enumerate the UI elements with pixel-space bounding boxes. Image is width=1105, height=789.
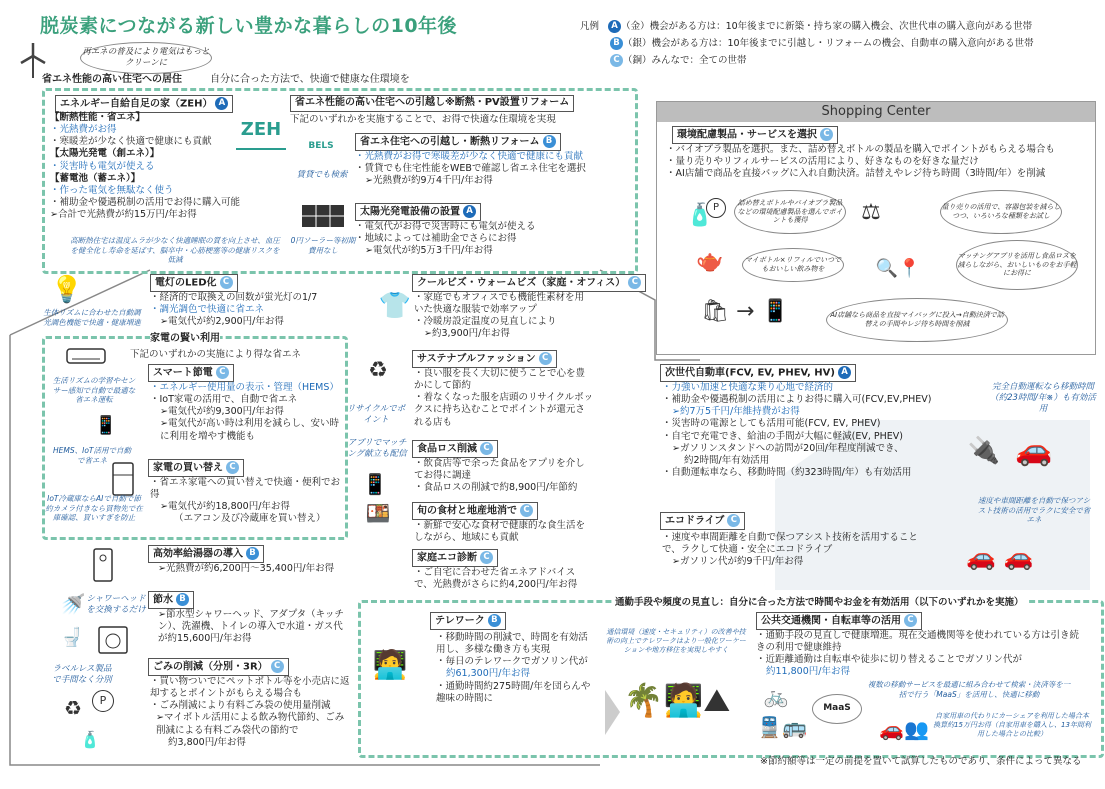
badge-bronze-icon: C	[539, 352, 552, 365]
waste-line: 約3,800円/年お得	[168, 736, 246, 748]
badge-gold-icon: A	[215, 97, 228, 110]
house-top-subheading: 自分に合った方法で、快適で健康な住環境を	[210, 74, 410, 85]
waste-line: ➢マイボトル活用による飲み物代節約、ごみ削減による有料ごみ袋代の節約で	[156, 712, 345, 736]
solar-line: ➢電気代が約5万3千円/年お得	[365, 245, 493, 257]
renewable-note: 再エネの普及により電気はもっとクリーンに	[80, 42, 212, 74]
fashion-title	[412, 350, 557, 368]
waste-body	[150, 676, 350, 749]
transit-line: ・近距離通勤は自転車や徒歩に切り替えることでガソリン代が	[756, 654, 1023, 666]
waterheater-title-text: 高効率給湯器の導入	[153, 548, 243, 560]
fashion-line: ・着なくなった服を店頭のリサイクルボックスに持ち込むことでポイントが還元される店も	[414, 392, 594, 428]
water-title-text: 節水	[153, 594, 173, 606]
car-line: ・力強い加速と快適な乗り心地で経済的	[662, 382, 834, 393]
appliance-intro: 下記のいずれかの実施により得な省エネ	[130, 349, 302, 360]
shopping-bubble-4: マッチングアプリを活用し食品ロスを減らしながら、おいしいものをお手軽にお得に	[956, 240, 1078, 290]
telework-person-icon: 🧑‍💻	[372, 648, 408, 682]
ecodrive-note: 速度や車間距離を自動で保つアシスト技術の活用でラクに安全で省エネ	[977, 496, 1091, 525]
zeh-line: ➢合計で光熱費が約15万円/年お得	[50, 209, 197, 221]
localfood-body	[414, 520, 594, 544]
solar-line: ・地域によっては補助金でさらにお得	[355, 233, 517, 245]
lamp-icon: 💡	[50, 275, 84, 306]
replace-line: （エアコン及び冷蔵庫を買い替え）	[174, 513, 326, 525]
badge-bronze-icon: C	[216, 366, 229, 379]
meal-icon: 🍱	[365, 501, 391, 526]
zeh-line: ・光熱費がお得	[50, 124, 117, 136]
waste-title	[148, 658, 289, 676]
waste-title-text: ごみの削減（分別・3R）	[153, 661, 268, 673]
kettle-icon: 🫖	[696, 248, 724, 274]
badge-silver-icon: B	[610, 37, 623, 50]
shopping-bubble-1: 詰め替えボトルやバイオプラ製品などの環境配慮製品を選んでポイントも獲得	[734, 190, 846, 234]
water-title	[148, 591, 194, 609]
water-body	[158, 609, 348, 645]
led-title	[150, 274, 238, 292]
coolbiz-line: ・冷暖房設定温度の見直しにより	[414, 316, 557, 328]
solar-panel-icon	[300, 203, 346, 231]
telework-body	[436, 632, 596, 705]
maas-cloud: MaaS	[812, 694, 862, 724]
car-line: ➢約7万5千円/年維持費がお得	[672, 406, 800, 418]
ecodrive-title	[660, 512, 745, 530]
smart-note-2: HEMS、IoT活用で自動で省エネ	[53, 446, 131, 465]
badge-bronze-icon: C	[628, 276, 641, 289]
bicycle-icon: 🚲	[763, 684, 789, 709]
smart-body	[150, 382, 340, 443]
appliance-title: 家電の賢い利用	[150, 333, 220, 344]
telework-line: ・移動時間の削減で、時間を有効活用し、多様な働き方も実現	[436, 632, 588, 656]
bels-icon: BELS	[308, 141, 334, 152]
badge-silver-icon: B	[488, 614, 501, 627]
badge-bronze-icon: C	[480, 551, 493, 564]
water-line: ➢節水型シャワーヘッド、アダプタ（キッチン）、洗濯機、トイレの導入で水道・ガス代が約15,600円/年お得	[158, 609, 344, 645]
replace-note: IoT冷蔵庫ならAIで自動で節約カメラ付きなら買物先で在庫確認、買いすぎを防止	[45, 494, 143, 523]
led-title-text: 電灯のLED化	[155, 277, 217, 289]
car-line: ・補助金や優遇税制の活用によりお得に購入可(FCV,EV,PHEV)	[662, 394, 932, 406]
badge-bronze-icon: C	[820, 128, 833, 141]
ev-charger-icon: 🔌	[967, 436, 1001, 467]
water-heater-icon	[92, 548, 114, 582]
fashion-title-text: サステナブルファッション	[417, 353, 536, 365]
reform-sub-line: ・賃貸でも住宅性能をWEBで確認し省エネ住宅を選択	[355, 163, 586, 175]
fashion-body	[414, 368, 594, 429]
zeh-title-text: エネルギー自給自足の家（ZEH）	[60, 98, 213, 110]
autonomous-car-icon: 🚗	[1015, 432, 1053, 468]
badge-bronze-icon: C	[520, 504, 533, 517]
solar-line: ・電気代がお得で災害時にも電気が使える	[355, 221, 536, 232]
replace-title-text: 家電の買い替え	[153, 462, 223, 474]
car-title-text: 次世代自動車(FCV, EV, PHEV, HV)	[665, 367, 835, 379]
shopping-line: ・AI店舗で商品を直接バッグに入れ自動決済。詰替えやレジ待ち時間（3時間/年）を削減	[666, 168, 1046, 180]
legend-text: （銅）みんなで：全ての世帯	[623, 55, 747, 67]
telework-title	[430, 612, 506, 630]
washing-machine-icon	[98, 626, 128, 654]
localfood-line: ・新鮮で安心な食材で健康的な食生活をしながら、地域にも貢献	[414, 520, 586, 544]
led-line: ➢電気代が約2,900円/年お得	[160, 316, 284, 328]
zeh-line: 【太陽光発電（創エネ）】	[50, 148, 160, 160]
recycle-icon: ♻	[64, 696, 82, 721]
recycle-clothes-icon: ♻	[368, 357, 388, 383]
reform-sub-title-text: 省エネ住宅への引越し・断熱リフォーム	[360, 136, 540, 148]
food-app-icon: 📱	[362, 472, 388, 497]
badge-bronze-icon: C	[480, 442, 493, 455]
car-line: ・自動運転車なら、移動時間（約323時間/年）も有効活用	[662, 467, 912, 479]
smartphone-icon: 📱	[94, 415, 118, 437]
badge-silver-icon: B	[543, 135, 556, 148]
diagnosis-title-text: 家庭エコ診断	[417, 552, 477, 564]
transit-body	[756, 630, 1086, 679]
match-app-icon: 🔍📍	[875, 258, 921, 280]
coolbiz-line: ・家庭でもオフィスでも機能性素材を用いた快適な服装で効率アップ	[414, 292, 584, 316]
waste-line: ・買い物ついでにペットボトル等を小売店に返却するとポイントがもらえる場合も	[150, 676, 350, 700]
replace-line: ・省エネ家電への買い替えで快適・便利でお得	[150, 477, 341, 501]
zeh-line: 【断熱性能・省エネ】	[50, 112, 146, 123]
car-title	[660, 364, 856, 382]
waterheater-body	[158, 563, 358, 575]
badge-bronze-icon: C	[226, 461, 239, 474]
cars-assist-icon: 🚗 🚗	[966, 542, 1034, 571]
ai-shop-icon: 🛍 → 📱	[701, 298, 789, 324]
shopping-body	[666, 144, 1086, 180]
smart-line: ・IoT家電の活用で、自動で省エネ	[150, 394, 298, 406]
coolbiz-title	[412, 274, 646, 292]
zeh-line: ・作った電気を無駄なく使う	[50, 184, 174, 196]
scale-icon: ⚖	[861, 199, 881, 225]
solar-note: 0円ソーラー等初期費用なし	[290, 236, 356, 255]
smart-title	[148, 364, 234, 382]
shopping-bubble-3: マイボトル×リフィルでいつでもおいしい飲み物を	[742, 248, 844, 282]
badge-silver-icon: B	[176, 593, 189, 606]
solar-title-text: 太陽光発電設備の設置	[360, 206, 460, 218]
waste-line: ・ごみ削減により有料ごみ袋の使用量削減	[150, 700, 331, 712]
car-line: ➢ガソリンスタンドへの訪問が20回/年程度削減でき、	[672, 442, 904, 454]
solar-body	[355, 221, 630, 257]
toilet-icon: 🚽	[60, 627, 84, 649]
zeh-health-note: 高断熱住宅は温度ムラが少なく快適睡眠の質を向上させ、血圧を健全化し寿命を延ばす、脳卒中・心筋梗塞等の健康リスクを低減	[70, 236, 280, 265]
legend-prefix: 凡例	[580, 21, 600, 32]
shower-icon: 🚿	[60, 592, 86, 617]
water-note: シャワーヘッドを交換するだけ	[86, 594, 146, 615]
smart-note-1: 生活リズムの学習やセンサー感知で自動で最適な省エネ運転	[52, 376, 136, 405]
zeh-line: ・災害時も電気が使える	[50, 160, 155, 172]
smart-line: ➢電気代が約9,300円/年お得	[160, 406, 284, 418]
foodloss-title	[412, 440, 498, 458]
badge-gold-icon: A	[838, 366, 851, 379]
solar-title	[355, 203, 481, 221]
foodloss-body	[414, 458, 594, 494]
workcation-icon: 🌴🧑‍💻⛰	[623, 680, 731, 719]
waterheater-line: ➢光熱費が約6,200円～35,400円/年お得	[158, 563, 335, 574]
point-icon: P	[706, 198, 726, 218]
shopping-title-text: 環境配慮製品・サービスを選択	[677, 129, 817, 141]
shopping-bubble-5: AI店舗なら商品を直接マイバッグに投入→自動決済で詰替えの手間やレジ待ち時間を削減	[826, 298, 1008, 342]
carshare-icon: 🚗👥	[879, 717, 929, 742]
reform-sub-title	[355, 133, 561, 151]
reform-sub-body	[355, 151, 630, 187]
telework-line: ・毎日のテレワークでガソリン代が	[436, 656, 588, 668]
foodloss-line: ・食品ロスの削減で約8,900円/年節約	[414, 482, 578, 494]
badge-gold-icon: A	[463, 205, 476, 218]
diagnosis-body	[414, 567, 594, 591]
telework-line: 約61,300円/年お得	[446, 668, 530, 680]
foodloss-line: ・飲食店等で余った食品をアプリを介してお得に調達	[414, 458, 585, 482]
transit-title	[756, 612, 922, 630]
mobility-heading: 通勤手段や頻度の見直し：自分に合った方法で時間やお金を有効活用（以下のいずれかを実施）	[612, 597, 1027, 609]
train-bus-icon: 🚆🚌	[757, 715, 807, 740]
footnote: ※節約額等は一定の前提を置いて試算したものであり、条件によって異なる	[760, 756, 1082, 767]
house-top-heading: 省エネ性能の高い住宅への居住	[42, 74, 182, 85]
foodloss-note: アプリでマッチング献立も配信	[347, 438, 407, 459]
transit-line: ・通勤手段の見直しで健康増進。現在交通機関等を使われている方は引き続きの利用で健康維持	[756, 630, 1080, 654]
point-icon: P	[92, 690, 114, 712]
waste-note: ラベルレス製品で手間なく分別	[52, 664, 112, 685]
legend-text: （金）機会がある方は：10年後までに新築・持ち家の購入機会、次世代車の購入意向がある世帯	[621, 21, 1033, 32]
ecodrive-title-text: エコドライブ	[665, 515, 725, 527]
ecodrive-line: ➢ガソリン代が約9千円/年お得	[672, 556, 804, 568]
reform-title: 省エネ性能の高い住宅への引越し※断熱・PV設置リフォーム	[290, 95, 574, 112]
car-line: ・自宅で充電でき、給油の手間が大幅に軽減(EV, PHEV)	[662, 430, 903, 442]
led-line: ・調光調色で快適に省エネ	[150, 304, 265, 316]
telework-title-text: テレワーク	[435, 615, 485, 627]
diagnosis-title	[412, 549, 498, 567]
diagnosis-line: ・ご自宅に合わせた省エネアドバイスで、光熱費がさらに約4,200円/年お得	[414, 567, 578, 591]
replace-body	[150, 477, 340, 526]
bels-note: 賃貸でも検索	[296, 170, 348, 180]
fashion-note: リサイクルでポイント	[346, 404, 406, 425]
led-note: 生体リズムに合わせた自動調光調色機能で快適・健康増進	[43, 308, 141, 327]
zeh-logo: ZEH	[236, 112, 286, 150]
zeh-line: 【蓄電池（蓄エネ）】	[50, 172, 141, 184]
badge-bronze-icon: C	[727, 514, 740, 527]
bottle-return-icon: 🧴	[80, 729, 100, 749]
telework-note: 通信環境（速度・セキュリティ）の改善や技術の向上でテレワークはより一般化ワーケーションや地方移住を実現しやすく	[606, 628, 746, 654]
ecodrive-line: ・速度や車間距離を自動で保つアシスト技術を活用することで、ラクして快適・安全にエコドライブ	[662, 532, 918, 556]
zeh-line: ・寒暖差が少なく快適で健康にも貢献	[50, 136, 212, 148]
waterheater-title	[148, 545, 264, 563]
foodloss-title-text: 食品ロス削減	[417, 443, 477, 455]
badge-bronze-icon: C	[610, 54, 623, 67]
smart-line: ➢電気代が高い時は利用を減らし、安い時に利用を増やす機能も	[160, 418, 339, 442]
maas-note: 複数の移動サービスを最適に組み合わせて検索・決済等を一括で行う「MaaS」を活用し、快適に移動	[867, 680, 1071, 699]
car-line: 約2時間/年有効活用	[684, 454, 770, 466]
telework-line: ・通勤時間約275時間/年を団らんや趣味の時間に	[436, 680, 591, 704]
led-body	[150, 292, 350, 328]
zeh-title	[55, 95, 233, 113]
badge-bronze-icon: C	[220, 276, 233, 289]
transit-line: 約11,800円/年お得	[766, 666, 850, 678]
carshare-note: 自家用車の代わりにカーシェアを利用した場合本換算約15万円お得（自家用車を購入し、13年間利用した場合との比較）	[933, 712, 1091, 738]
shopping-title	[672, 126, 838, 144]
fashion-line: ・良い服を長く大切に使うことで心を豊かにして節約	[414, 368, 586, 392]
shopping-line: ・量り売りやリフィルサービスの活用により、好きなものを好きな量だけ	[666, 156, 979, 168]
page-title: 脱炭素につながる新しい豊かな暮らしの10年後	[40, 15, 458, 37]
ecodrive-body	[662, 532, 924, 568]
coolbiz-line: ➢約3,900円/年お得	[424, 328, 510, 340]
car-body	[662, 382, 982, 479]
coolbiz-title-text: クールビズ・ウォームビズ（家庭・オフィス）	[417, 277, 626, 289]
reform-sub-line: ➢光熱費が約9万4千円/年お得	[365, 175, 493, 187]
localfood-title	[412, 502, 538, 520]
smart-line: ・エネルギー使用量の表示・管理（HEMS）	[150, 382, 339, 393]
shopping-bubble-2: 量り売りの活用で、容器包装を減らしつつ、いろいろな種類をお試し	[940, 190, 1062, 234]
coolbiz-body	[414, 292, 589, 341]
badge-silver-icon: B	[246, 547, 259, 560]
replace-title	[148, 459, 244, 477]
replace-line: ➢電気代が約18,800円/年お得	[160, 501, 290, 513]
car-note: 完全自動運転なら移動時間（約23時間/年※）も有効活用	[990, 382, 1096, 414]
zeh-line: ・補助金や優遇税制の活用でお得に購入可能	[50, 197, 241, 209]
transit-title-text: 公共交通機関・自転車等の活用	[761, 615, 901, 627]
legend-text: （銀）機会がある方は：10年後までに引越し・リフォームの機会、自動車の購入意向がある世帯	[623, 38, 1034, 50]
refill-bottle-icon: 🧴	[686, 202, 714, 228]
air-conditioner-icon	[66, 348, 106, 370]
shopping-line: ・バイオプラ製品を選択。また、詰め替えボトルの製品を購入でポイントがもらえる場合も	[666, 144, 1055, 155]
reform-sub-line: ・光熱費がお得で寒暖差が少なく快適で健康にも貢献	[355, 151, 584, 162]
shopping-center-header: Shopping Center	[657, 102, 1095, 122]
refrigerator-icon	[112, 462, 134, 496]
smart-title-text: スマート節電	[153, 367, 213, 379]
led-line: ・経済的で取換えの回数が蛍光灯の1/7	[150, 292, 318, 303]
reform-intro: 下記のいずれかを実施することで、お得で快適な住環境を実現	[290, 114, 556, 125]
shirt-icon: 👕	[378, 291, 412, 322]
localfood-title-text: 旬の食材と地産地消で	[417, 505, 517, 517]
badge-bronze-icon: C	[271, 660, 284, 673]
badge-gold-icon: A	[608, 20, 621, 33]
car-line: ・災害時の電源としても活用可能(FCV, EV, PHEV)	[662, 418, 881, 430]
badge-bronze-icon: C	[904, 614, 917, 627]
